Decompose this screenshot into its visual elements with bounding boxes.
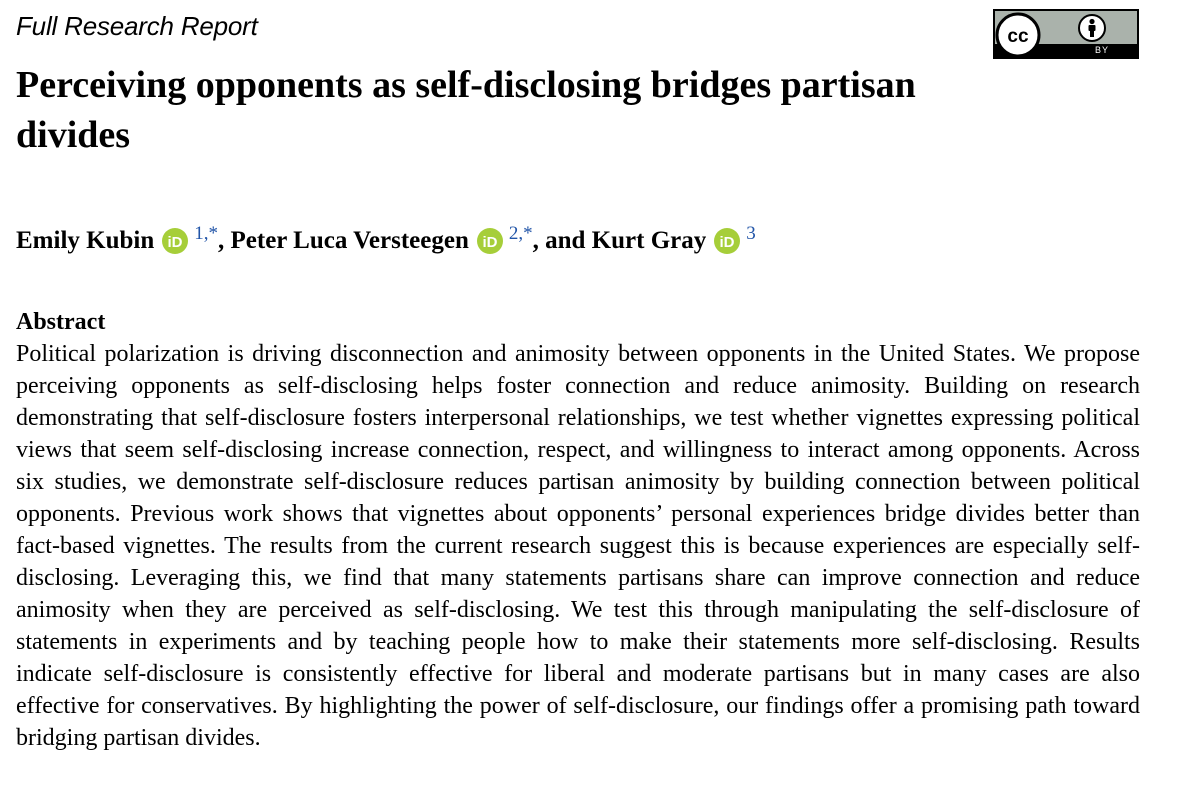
author-affiliation[interactable]: 2,*	[508, 223, 533, 244]
author-list	[16, 214, 756, 267]
author-affiliation[interactable]: 3	[746, 223, 756, 244]
svg-text:cc: cc	[1007, 26, 1029, 47]
paper-title: Perceiving opponents as self-disclosing bridges partisan divides	[16, 64, 916, 156]
attribution-person-icon	[1079, 15, 1105, 41]
author-separator: , and	[532, 227, 592, 254]
abstract-text: Political polarization is driving disconnection and animosity between opponents in the United States. We propose perceiving opponents as self-disclosing helps foster connection and reduce animosity. Building on research demonstrating that self-disclosure fosters interpersonal relationships, we test whether vignettes expressing political views that seem self-disclosing increase connection, respect, and willingness to interact among opponents. Across six studies, we demonstrate self-disclosure reduces partisan animosity by building connection between political opponents. Previous work shows that vignettes about opponents’ personal experiences bridge divides better than fact-based vignettes. The results from the current research suggest this is because experiences are especially self-disclosing. Leveraging this, we find that many statements partisans share can improve connection and reduce animosity when they are perceived as self-disclosing. We test this through manipulating the self-disclosure of statements in experiments and by teaching people how to make their statements more self-disclosing. Results indicate self-disclosure is consistently effective for liberal and moderate partisans but in many cases are also effective for conservatives. By highlighting the power of self-disclosure, our findings offer a promising path toward bridging partisan divides.	[16, 341, 1140, 751]
abstract-heading: Abstract	[16, 309, 106, 335]
svg-text:iD: iD	[482, 234, 498, 251]
author-name: Emily Kubin	[16, 227, 155, 254]
report-type-label: Full Research Report	[16, 11, 258, 41]
orcid-icon[interactable]	[714, 227, 740, 267]
author-name: Kurt Gray	[591, 227, 707, 254]
svg-text:iD: iD	[719, 234, 735, 251]
license-by-label: BY	[1094, 45, 1109, 55]
author-affiliation[interactable]: 1,*	[194, 223, 218, 244]
cc-by-license-badge[interactable]	[993, 9, 1139, 59]
orcid-icon[interactable]	[162, 227, 188, 267]
cc-icon	[997, 14, 1039, 56]
author-name: Peter Luca Versteegen	[230, 227, 469, 254]
author-separator: ,	[218, 227, 231, 254]
orcid-icon[interactable]	[477, 227, 503, 267]
license-badge-graphics	[995, 11, 1137, 57]
svg-text:iD: iD	[167, 234, 183, 251]
